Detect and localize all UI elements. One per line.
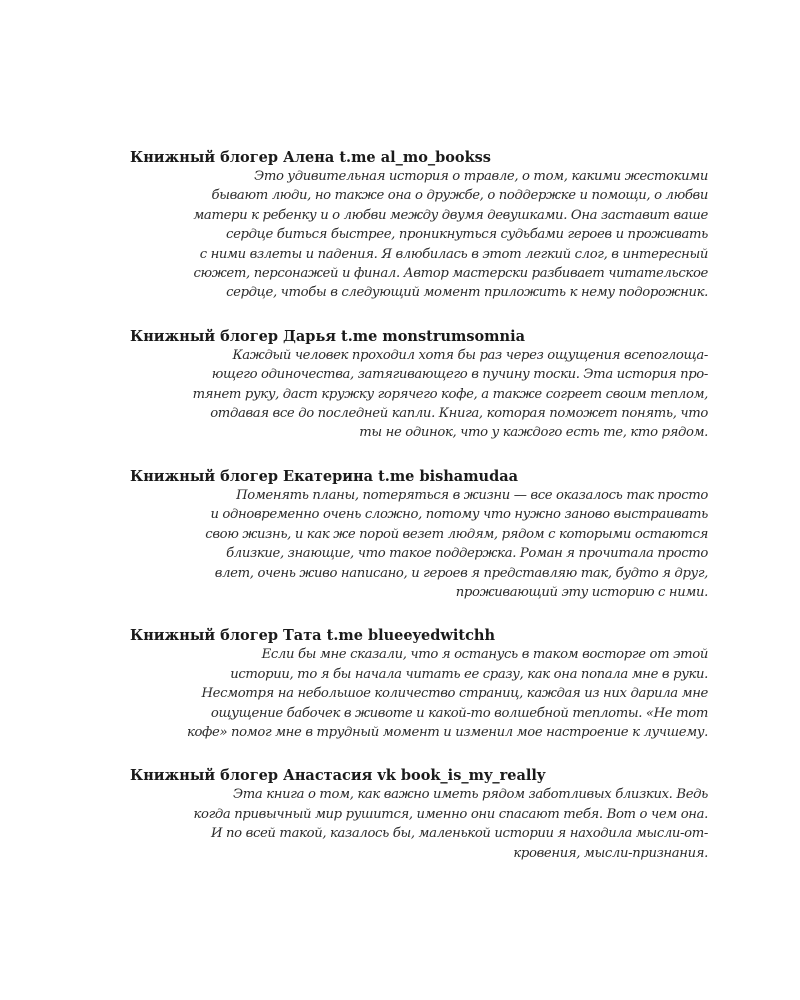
review-line: сердце, чтобы в следующий момент приложить к нему подорожник. (226, 285, 708, 301)
review-anastasia (130, 766, 708, 863)
review-line: с ними взлеты и падения. Я влюбилась в этот легкий слог, в интересный (199, 246, 708, 262)
review-line: сюжет, персонажей и финал. Автор мастерски разбивает читательское (193, 266, 708, 282)
review-line: проживающий эту историю с ними. (455, 584, 708, 600)
review-alena (130, 148, 708, 303)
review-line: влет, очень живо написано, и героев я представляю так, будто я друг, (214, 565, 708, 581)
review-line: ощущение бабочек в животе и какой-то волшебной теплоты. «Не тот (210, 705, 708, 721)
review-line: и одновременно очень сложно, потому что нужно заново выстраивать (210, 507, 708, 523)
review-line: Эта книга о том, как важно иметь рядом заботливых близких. Ведь (233, 787, 708, 803)
review-line: Каждый человек проходил хотя бы раз через ощущения всепоглоща- (232, 347, 708, 363)
review-line: Поменять планы, потеряться в жизни — все оказалось так просто (236, 487, 708, 503)
review-line: сердце биться быстрее, проникнуться судьбами героев и проживать (226, 227, 708, 243)
review-heading: Книжный блогер Алена t.me al_mo_bookss (130, 149, 491, 166)
review-heading: Книжный блогер Екатерина t.me bishamudaa (130, 467, 519, 485)
review-line: отдавая все до последней капли. Книга, которая поможет понять, что (210, 406, 708, 422)
review-line: И по всей такой, казалось бы, маленькой истории я находила мысли-от- (211, 826, 708, 842)
review-line: бывают люди, но также она о дружбе, о поддержке и помощи, о любви (211, 188, 708, 204)
review-line: истории, то я бы начала читать ее сразу, как она попала мне в руки. (230, 666, 708, 682)
review-body (130, 346, 708, 443)
review-line: свою жизнь, и как же порой везет людям, рядом с которыми остаются (205, 526, 708, 542)
review-body (130, 645, 708, 742)
review-line: близкие, знающие, что такое поддержка. Роман я прочитала просто (226, 546, 708, 562)
review-line: кровения, мысли-признания. (513, 845, 708, 861)
reviews-page (130, 148, 708, 887)
review-body (130, 785, 708, 863)
review-line: матери к ребенку и о любви между двумя девушками. Она заставит ваше (193, 207, 708, 223)
review-line: Это удивительная история о травле, о том, какими жестокими (254, 169, 708, 184)
review-line: когда привычный мир рушится, именно они спасают тебя. Вот о чем она. (193, 806, 708, 822)
review-darya (130, 327, 708, 443)
review-body (130, 486, 708, 602)
review-heading: Книжный блогер Тата t.me blueeyedwitchh (130, 627, 496, 645)
review-body (130, 167, 708, 303)
review-line: Несмотря на небольшое количество страниц, каждая из них дарила мне (201, 686, 708, 702)
review-line: тянет руку, даст кружку горячего кофе, а также согреет своим теплом, (192, 386, 708, 402)
review-heading: Книжный блогер Анастасия vk book_is_my_really (130, 767, 546, 785)
review-tata (130, 626, 708, 742)
review-heading: Книжный блогер Дарья t.me monstrumsomnia (130, 327, 525, 345)
review-line: кофе» помог мне в трудный момент и изменил мое настроение к лучшему. (186, 724, 708, 740)
review-line: Если бы мне сказали, что я останусь в таком восторге от этой (261, 647, 708, 663)
review-line: ты не одинок, что у каждого есть те, кто рядом. (359, 425, 708, 441)
review-line: ющего одиночества, затягивающего в пучину тоски. Эта история про- (211, 367, 708, 383)
review-ekaterina (130, 467, 708, 602)
